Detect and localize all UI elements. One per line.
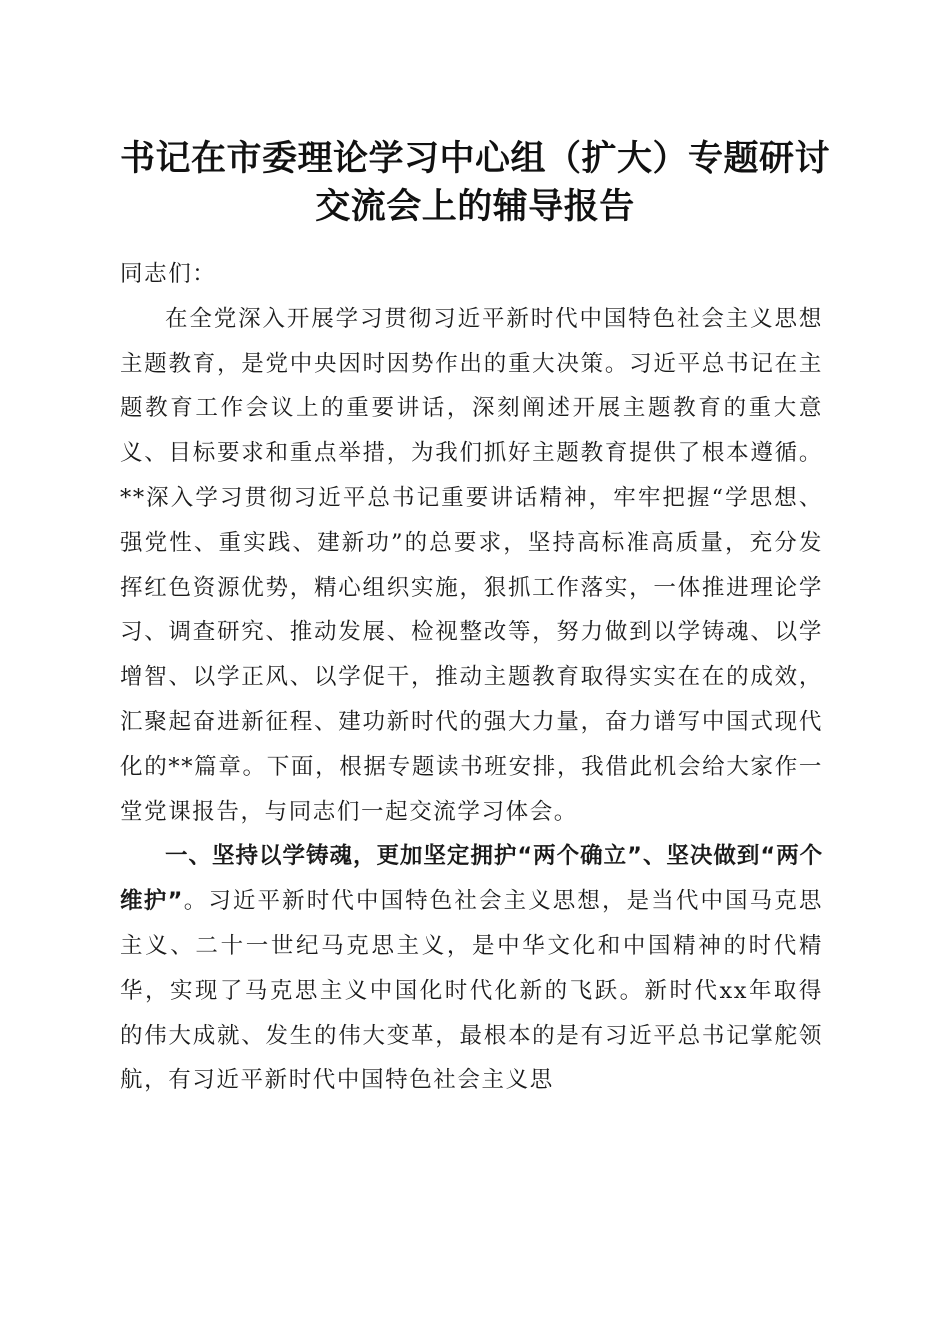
title-line-2: 交流会上的辅导报告 xyxy=(315,186,635,227)
document-body xyxy=(120,252,823,1103)
section-1-text: 。习近平新时代中国特色社会主义思想，是当代中国马克思主义、二十一世纪马克思主义，是中华文化和中国精神的时代精华，实现了马克思主义中国化时代化新的飞跃。新时代xx年取得的伟大成就、发生的伟大变革，最根本的是有习近平总书记掌舵领航，有习近平新时代中国特色社会主义思 xyxy=(120,888,823,1094)
document-title xyxy=(100,135,850,231)
greeting: 同志们： xyxy=(120,261,217,287)
section-1-paragraph xyxy=(120,834,823,1103)
intro-paragraph: 在全党深入开展学习贯彻习近平新时代中国特色社会主义思想主题教育，是党中央因时因势作出的重大决策。习近平总书记在主题教育工作会议上的重要讲话，深刻阐述开展主题教育的重大意义、目标要求和重点举措，为我们抓好主题教育提供了根本遵循。**深入学习贯彻习近平总书记重要讲话精神，牢牢把握“学思想、强党性、重实践、建新功”的总要求，坚持高标准高质量，充分发挥红色资源优势，精心组织实施，狠抓工作落实，一体推进理论学习、调查研究、推动发展、检视整改等，努力做到以学铸魂、以学增智、以学正风、以学促干，推动主题教育取得实实在在的成效，汇聚起奋进新征程、建功新时代的强大力量，奋力谱写中国式现代化的**篇章。下面，根据专题读书班安排，我借此机会给大家作一堂党课报告，与同志们一起交流学习体会。 xyxy=(120,305,823,825)
title-line-1: 书记在市委理论学习中心组（扩大）专题研讨 xyxy=(119,138,830,179)
section-1-heading: 一、坚持以学铸魂，更加坚定拥护“两个确立”、坚决做到“两个维护” xyxy=(120,843,823,915)
